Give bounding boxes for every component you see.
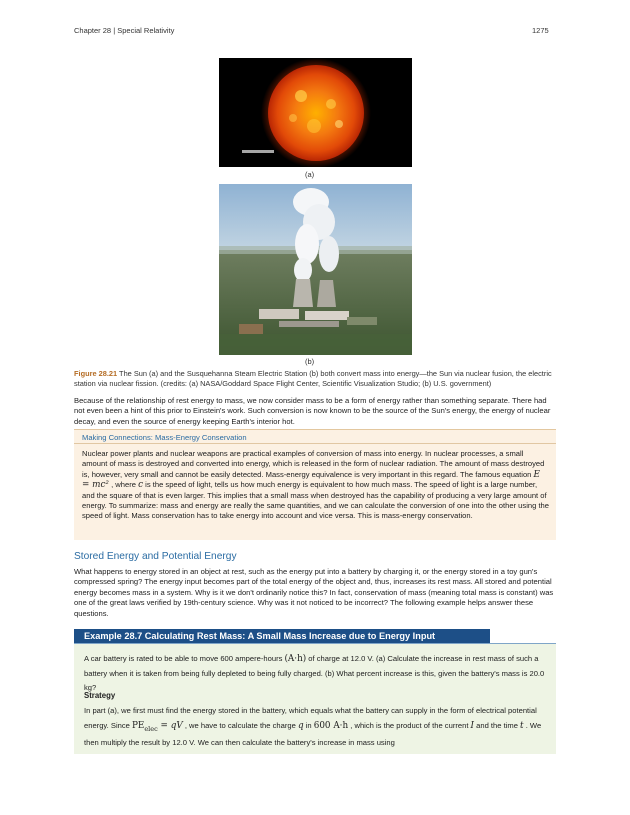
example-box — [74, 644, 556, 754]
sun-image — [219, 58, 412, 167]
section-paragraph: What happens to energy stored in an object at rest, such as the energy put into a battery by charging it, or the energy stored in a toy gun's compressed spring? The energy input becomes part of the total energy of the object and, thus, increases its rest mass. All stored and potential energy becomes mass in a system. Why is it we don't ordinarily notice this? In fact, conservation of mass (meaning total mass is constant) was one of the great laws verified by 19th-century science. Why was it not noticed to be incorrect? The following example helps answer these questions. — [74, 567, 554, 618]
page-number: 1275 — [532, 26, 549, 35]
strategy-heading: Strategy — [84, 691, 116, 700]
figure-caption-text: The Sun (a) and the Susquehanna Steam Electric Station (b) both convert mass into energy—the Sun via nuclear fusion, the electric station via nuclear fission. (credits: (a) NASA/Goddard Space Flight Center, Scientific Visualization Studio; (b) U.S. government) — [74, 369, 552, 388]
running-header-chapter: Chapter 28 | Special Relativity — [74, 26, 175, 35]
making-connections-title: Making Connections: Mass-Energy Conservation — [82, 433, 247, 442]
figure-caption — [74, 369, 554, 389]
making-connections-text: Nuclear power plants and nuclear weapons are practical examples of conversion of mass into energy. In nuclear processes, a small amount of mass is destroyed and converted into energy, which is released in the form of nuclear radiation. The amount of mass destroyed is, however, very small and cannot be easily detected. Mass-energy equivalence is very important in this regard. The famous equation E = mc² , where c is the speed of light, tells us how much energy is equivalent to how much mass. The speed of light is a large number, and the square of that is even larger. This implies that a small mass when destroyed has the capability of producing a very large amount of energy. To summarize: mass and energy are really the same quantities, and we can calculate the conversion of one into the other using the speed of light. Mass conservation has to take energy into account and vice versa. This is mass-energy conservation. — [82, 449, 549, 521]
equation-e-mc2: E = mc² — [82, 469, 540, 491]
strategy-text: In part (a), we first must find the energy stored in the battery, which equals what the battery can supply in the form of electrical potential energy. Since $PE_{elec}$ = qV , we have to calculate the charge q in 600 A·h , which is the product of the current I and the time t . We then multiply the result by 12.0 V. We can then calculate the battery's increase in mass using — [84, 706, 542, 747]
divider — [74, 443, 556, 444]
figure-caption-id: Figure 28.21 — [74, 369, 118, 378]
example-title: Example 28.7 Calculating Rest Mass: A Small Mass Increase due to Energy Input — [74, 629, 490, 643]
power-station-image — [219, 184, 412, 355]
example-problem: A car battery is rated to be able to move 600 ampere-hours (A·h) of charge at 12.0 V. (a) Calculate the increase in rest mass of such a battery when it is taken from being fully depleted to being fully charged. (b) What percent increase is this, given the battery's mass is 20.0 kg? — [84, 654, 545, 692]
section-heading: Stored Energy and Potential Energy — [74, 551, 237, 562]
body-paragraph: Because of the relationship of rest energy to mass, we now consider mass to be a form of energy rather than something separate. There had not even been a hint of this prior to Einstein's work. Such conversion is now known to be the source of the Sun's energy, the energy of nuclear decay, and even the source of energy keeping Earth's interior hot. — [74, 396, 551, 426]
figure-label-a: (a) — [305, 170, 315, 179]
making-connections-box — [74, 429, 556, 540]
figure-label-b: (b) — [305, 357, 315, 366]
